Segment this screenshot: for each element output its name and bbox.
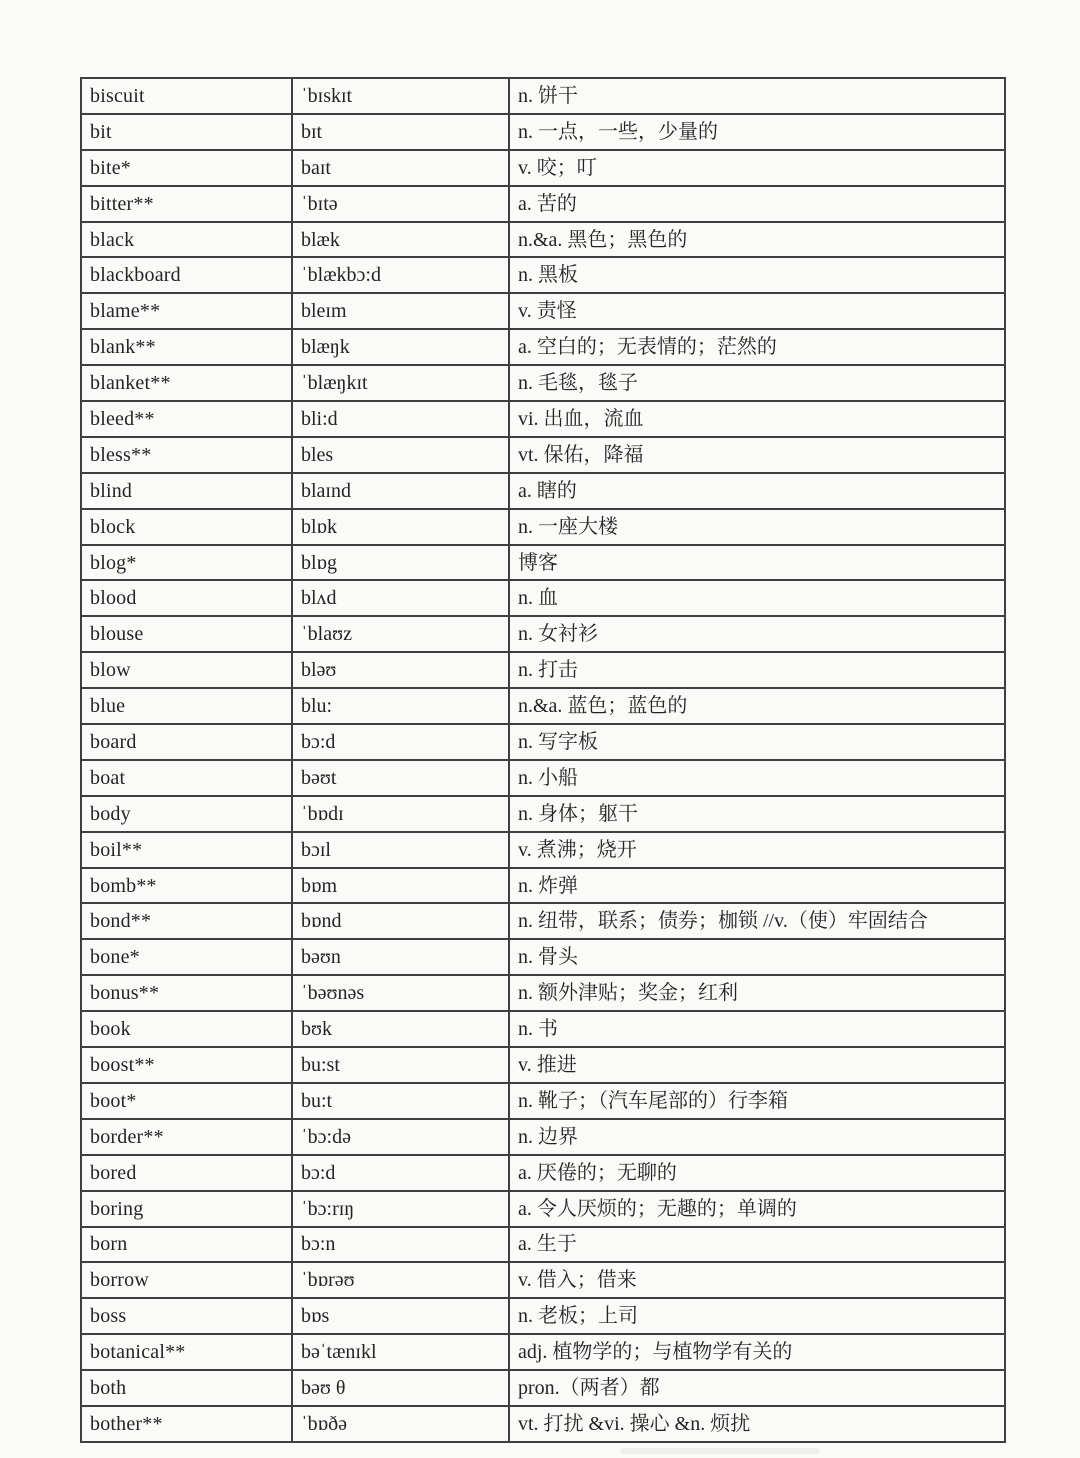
english-word: board bbox=[81, 724, 292, 760]
table-row bbox=[81, 437, 1005, 473]
phonetic-transcription: bɔɪl bbox=[292, 832, 509, 868]
english-word: border** bbox=[81, 1119, 292, 1155]
phonetic-transcription: bɔ:n bbox=[292, 1227, 509, 1263]
chinese-meaning: n. 边界 bbox=[509, 1119, 1005, 1155]
english-word: bond** bbox=[81, 903, 292, 939]
chinese-meaning: 博客 bbox=[509, 545, 1005, 581]
chinese-meaning: pron.（两者）都 bbox=[509, 1370, 1005, 1406]
phonetic-transcription: blæk bbox=[292, 222, 509, 258]
phonetic-transcription: ˈbɒdɪ bbox=[292, 796, 509, 832]
english-word: black bbox=[81, 222, 292, 258]
chinese-meaning: a. 厌倦的；无聊的 bbox=[509, 1155, 1005, 1191]
phonetic-transcription: bəʊ θ bbox=[292, 1370, 509, 1406]
table-row bbox=[81, 1227, 1005, 1263]
phonetic-transcription: ˈbɪskɪt bbox=[292, 78, 509, 114]
phonetic-transcription: ˈbɔ:rɪŋ bbox=[292, 1191, 509, 1227]
phonetic-transcription: bɔ:d bbox=[292, 1155, 509, 1191]
phonetic-transcription: blaɪnd bbox=[292, 473, 509, 509]
english-word: bit bbox=[81, 114, 292, 150]
phonetic-transcription: blʌd bbox=[292, 580, 509, 616]
phonetic-transcription: ˈblækbɔ:d bbox=[292, 257, 509, 293]
table-row bbox=[81, 1155, 1005, 1191]
chinese-meaning: n. 纽带，联系；债券；枷锁 //v.（使）牢固结合 bbox=[509, 903, 1005, 939]
phonetic-transcription: ˈbɒðə bbox=[292, 1406, 509, 1442]
chinese-meaning: n. 老板；上司 bbox=[509, 1298, 1005, 1334]
table-row bbox=[81, 365, 1005, 401]
phonetic-transcription: blɒg bbox=[292, 545, 509, 581]
table-row bbox=[81, 724, 1005, 760]
chinese-meaning: n.&a. 蓝色；蓝色的 bbox=[509, 688, 1005, 724]
chinese-meaning: n. 书 bbox=[509, 1011, 1005, 1047]
chinese-meaning: n. 血 bbox=[509, 580, 1005, 616]
table-row bbox=[81, 186, 1005, 222]
phonetic-transcription: bu:st bbox=[292, 1047, 509, 1083]
english-word: boring bbox=[81, 1191, 292, 1227]
english-word: boss bbox=[81, 1298, 292, 1334]
table-row bbox=[81, 652, 1005, 688]
table-row bbox=[81, 1262, 1005, 1298]
table-row bbox=[81, 1298, 1005, 1334]
phonetic-transcription: bu:t bbox=[292, 1083, 509, 1119]
english-word: blood bbox=[81, 580, 292, 616]
english-word: bitter** bbox=[81, 186, 292, 222]
table-row bbox=[81, 401, 1005, 437]
phonetic-transcription: blu: bbox=[292, 688, 509, 724]
english-word: blank** bbox=[81, 329, 292, 365]
english-word: blow bbox=[81, 652, 292, 688]
table-row bbox=[81, 868, 1005, 904]
table-row bbox=[81, 509, 1005, 545]
phonetic-transcription: bleɪm bbox=[292, 293, 509, 329]
table-row bbox=[81, 580, 1005, 616]
table-row bbox=[81, 1191, 1005, 1227]
phonetic-transcription: blæŋk bbox=[292, 329, 509, 365]
table-row bbox=[81, 473, 1005, 509]
english-word: born bbox=[81, 1227, 292, 1263]
page-bottom-smudge bbox=[620, 1448, 820, 1454]
phonetic-transcription: bəˈtænɪkl bbox=[292, 1334, 509, 1370]
table-row bbox=[81, 688, 1005, 724]
chinese-meaning: n. 女衬衫 bbox=[509, 616, 1005, 652]
chinese-meaning: n. 毛毯，毯子 bbox=[509, 365, 1005, 401]
vocabulary-page bbox=[80, 77, 1004, 1443]
phonetic-transcription: bɒm bbox=[292, 868, 509, 904]
chinese-meaning: n. 炸弹 bbox=[509, 868, 1005, 904]
english-word: both bbox=[81, 1370, 292, 1406]
table-row bbox=[81, 616, 1005, 652]
english-word: blanket** bbox=[81, 365, 292, 401]
chinese-meaning: n. 饼干 bbox=[509, 78, 1005, 114]
chinese-meaning: vi. 出血，流血 bbox=[509, 401, 1005, 437]
chinese-meaning: a. 生于 bbox=[509, 1227, 1005, 1263]
table-row bbox=[81, 222, 1005, 258]
phonetic-transcription: bɒnd bbox=[292, 903, 509, 939]
chinese-meaning: a. 瞎的 bbox=[509, 473, 1005, 509]
phonetic-transcription: bles bbox=[292, 437, 509, 473]
chinese-meaning: n. 打击 bbox=[509, 652, 1005, 688]
english-word: blouse bbox=[81, 616, 292, 652]
english-word: botanical** bbox=[81, 1334, 292, 1370]
phonetic-transcription: ˈblæŋkɪt bbox=[292, 365, 509, 401]
phonetic-transcription: bʊk bbox=[292, 1011, 509, 1047]
table-row bbox=[81, 832, 1005, 868]
chinese-meaning: n. 小船 bbox=[509, 760, 1005, 796]
english-word: blind bbox=[81, 473, 292, 509]
table-row bbox=[81, 545, 1005, 581]
chinese-meaning: a. 苦的 bbox=[509, 186, 1005, 222]
vocabulary-table-body bbox=[81, 78, 1005, 1442]
english-word: blue bbox=[81, 688, 292, 724]
chinese-meaning: n. 靴子；（汽车尾部的）行李箱 bbox=[509, 1083, 1005, 1119]
chinese-meaning: n. 额外津贴；奖金；红利 bbox=[509, 975, 1005, 1011]
english-word: borrow bbox=[81, 1262, 292, 1298]
chinese-meaning: v. 借入；借来 bbox=[509, 1262, 1005, 1298]
table-row bbox=[81, 329, 1005, 365]
phonetic-transcription: bəʊn bbox=[292, 939, 509, 975]
english-word: bite* bbox=[81, 150, 292, 186]
english-word: bone* bbox=[81, 939, 292, 975]
phonetic-transcription: ˈbɪtə bbox=[292, 186, 509, 222]
chinese-meaning: a. 空白的；无表情的；茫然的 bbox=[509, 329, 1005, 365]
phonetic-transcription: bli:d bbox=[292, 401, 509, 437]
chinese-meaning: vt. 打扰 &vi. 操心 &n. 烦扰 bbox=[509, 1406, 1005, 1442]
table-row bbox=[81, 760, 1005, 796]
chinese-meaning: adj. 植物学的；与植物学有关的 bbox=[509, 1334, 1005, 1370]
phonetic-transcription: bəʊt bbox=[292, 760, 509, 796]
table-row bbox=[81, 114, 1005, 150]
phonetic-transcription: ˈblaʊz bbox=[292, 616, 509, 652]
english-word: boost** bbox=[81, 1047, 292, 1083]
english-word: bleed** bbox=[81, 401, 292, 437]
english-word: bomb** bbox=[81, 868, 292, 904]
vocabulary-table bbox=[80, 77, 1006, 1443]
chinese-meaning: a. 令人厌烦的；无趣的；单调的 bbox=[509, 1191, 1005, 1227]
phonetic-transcription: bɪt bbox=[292, 114, 509, 150]
chinese-meaning: v. 煮沸；烧开 bbox=[509, 832, 1005, 868]
phonetic-transcription: blɒk bbox=[292, 509, 509, 545]
english-word: blog* bbox=[81, 545, 292, 581]
phonetic-transcription: bləʊ bbox=[292, 652, 509, 688]
chinese-meaning: v. 咬；叮 bbox=[509, 150, 1005, 186]
english-word: bonus** bbox=[81, 975, 292, 1011]
table-row bbox=[81, 939, 1005, 975]
chinese-meaning: v. 责怪 bbox=[509, 293, 1005, 329]
phonetic-transcription: ˈbəʊnəs bbox=[292, 975, 509, 1011]
english-word: bless** bbox=[81, 437, 292, 473]
english-word: blackboard bbox=[81, 257, 292, 293]
english-word: body bbox=[81, 796, 292, 832]
table-row bbox=[81, 150, 1005, 186]
chinese-meaning: n. 身体；躯干 bbox=[509, 796, 1005, 832]
chinese-meaning: n. 骨头 bbox=[509, 939, 1005, 975]
english-word: boil** bbox=[81, 832, 292, 868]
chinese-meaning: n. 一座大楼 bbox=[509, 509, 1005, 545]
phonetic-transcription: bɔ:d bbox=[292, 724, 509, 760]
table-row bbox=[81, 1083, 1005, 1119]
table-row bbox=[81, 1011, 1005, 1047]
phonetic-transcription: ˈbɔ:də bbox=[292, 1119, 509, 1155]
table-row bbox=[81, 903, 1005, 939]
phonetic-transcription: baɪt bbox=[292, 150, 509, 186]
table-row bbox=[81, 1119, 1005, 1155]
english-word: blame** bbox=[81, 293, 292, 329]
english-word: boot* bbox=[81, 1083, 292, 1119]
english-word: bored bbox=[81, 1155, 292, 1191]
english-word: block bbox=[81, 509, 292, 545]
table-row bbox=[81, 78, 1005, 114]
chinese-meaning: v. 推进 bbox=[509, 1047, 1005, 1083]
english-word: bother** bbox=[81, 1406, 292, 1442]
english-word: boat bbox=[81, 760, 292, 796]
english-word: biscuit bbox=[81, 78, 292, 114]
chinese-meaning: n.&a. 黑色；黑色的 bbox=[509, 222, 1005, 258]
chinese-meaning: n. 黑板 bbox=[509, 257, 1005, 293]
table-row bbox=[81, 1047, 1005, 1083]
chinese-meaning: vt. 保佑，降福 bbox=[509, 437, 1005, 473]
table-row bbox=[81, 1406, 1005, 1442]
english-word: book bbox=[81, 1011, 292, 1047]
table-row bbox=[81, 975, 1005, 1011]
table-row bbox=[81, 293, 1005, 329]
phonetic-transcription: bɒs bbox=[292, 1298, 509, 1334]
chinese-meaning: n. 写字板 bbox=[509, 724, 1005, 760]
table-row bbox=[81, 1370, 1005, 1406]
table-row bbox=[81, 1334, 1005, 1370]
table-row bbox=[81, 796, 1005, 832]
phonetic-transcription: ˈbɒrəʊ bbox=[292, 1262, 509, 1298]
chinese-meaning: n. 一点，一些，少量的 bbox=[509, 114, 1005, 150]
table-row bbox=[81, 257, 1005, 293]
